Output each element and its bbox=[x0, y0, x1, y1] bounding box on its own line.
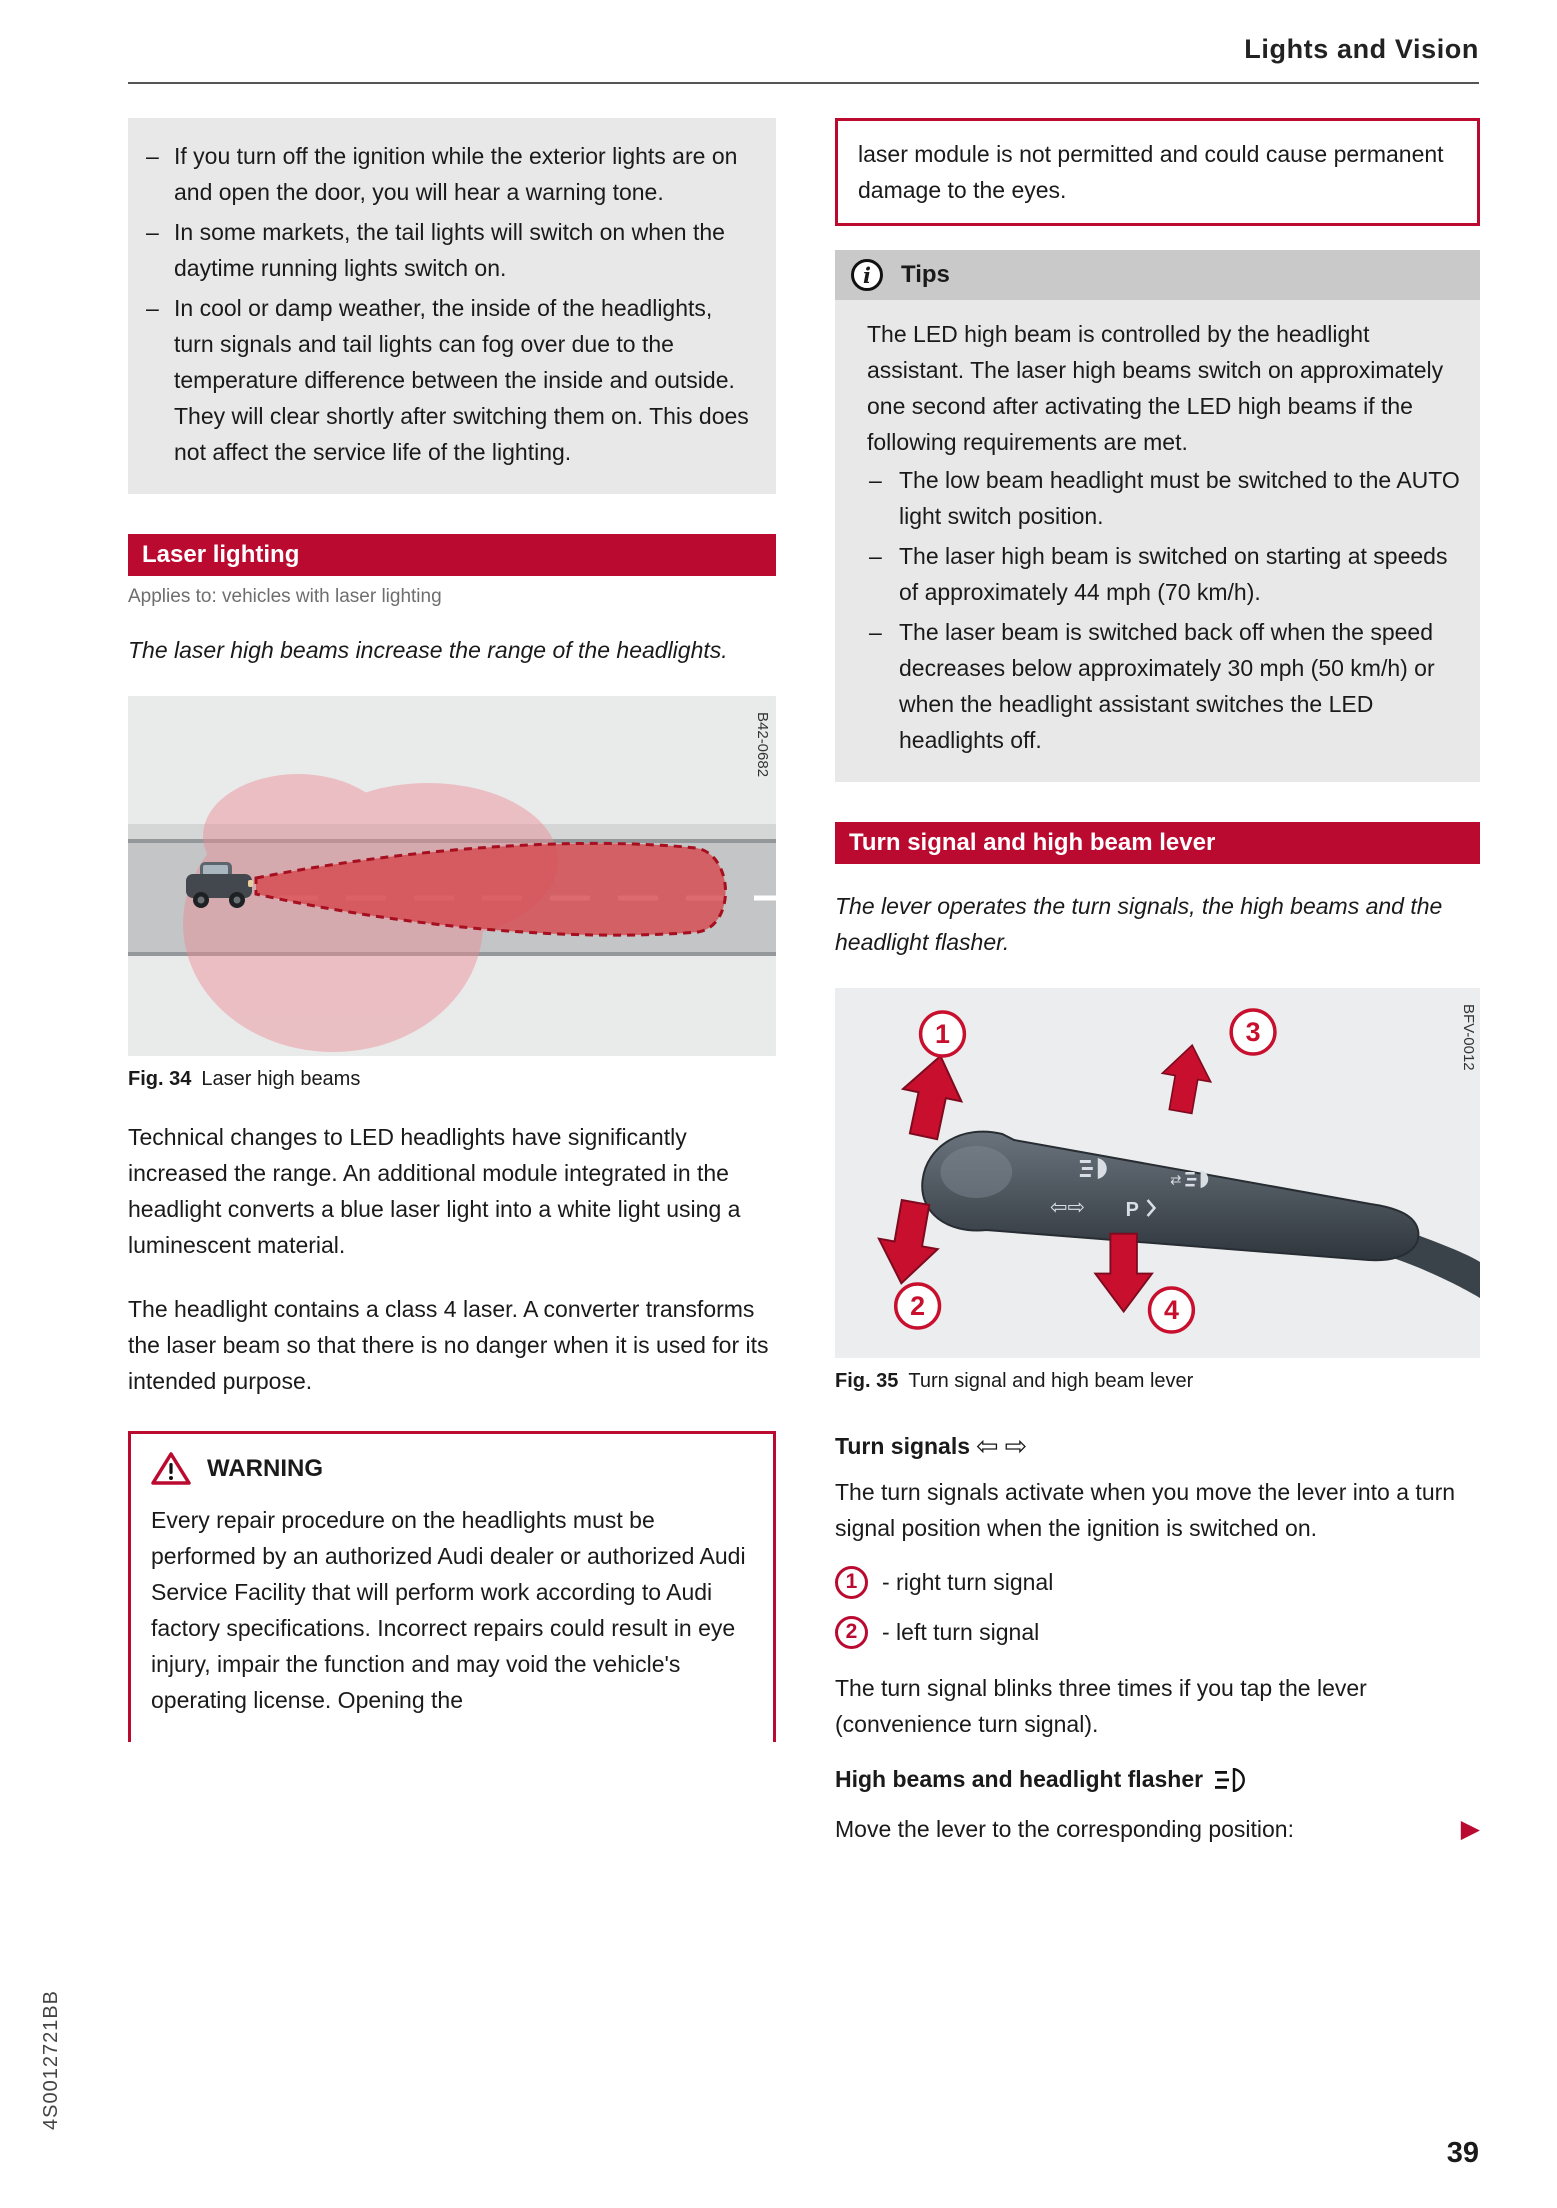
section-heading-laser-lighting: Laser lighting bbox=[128, 534, 776, 576]
figure-label: Fig. 34 bbox=[128, 1068, 192, 1090]
tips-item: – The low beam headlight must be switched to the AUTO light switch position. bbox=[849, 462, 1462, 534]
tips-intro: The LED high beam is controlled by the headlight assistant. The laser high beams switch on approximately one second after activating the LED high beams if the following requirements are met. bbox=[867, 321, 1444, 455]
figure-35-caption bbox=[835, 1370, 1480, 1393]
header-divider bbox=[128, 82, 1479, 84]
high-beam-icon bbox=[1215, 1768, 1249, 1792]
page-number: 39 bbox=[1446, 2137, 1479, 2169]
laser-intro: The laser high beams increase the range of the headlights. bbox=[128, 637, 728, 663]
laser-beam-illustration bbox=[128, 696, 776, 1056]
figure-code: B42-0682 bbox=[754, 712, 771, 778]
applies-to-note: Applies to: vehicles with laser lighting bbox=[128, 586, 442, 607]
high-beams-heading-text: High beams and headlight flasher bbox=[835, 1766, 1204, 1792]
callout-2: 2 bbox=[910, 1290, 926, 1322]
blink-paragraph: The turn signal blinks three times if you tap the lever (convenience turn signal). bbox=[835, 1675, 1367, 1737]
warning-header bbox=[151, 1452, 753, 1486]
warning-triangle-icon bbox=[151, 1452, 191, 1486]
turn-arrows-symbol: ⇦⇨ bbox=[1050, 1195, 1086, 1220]
lever-illustration bbox=[835, 988, 1480, 1358]
tips-body bbox=[835, 300, 1480, 782]
move-lever-text: Move the lever to the corresponding position: bbox=[835, 1816, 1294, 1842]
figure-code: BFV-0012 bbox=[1460, 1004, 1478, 1071]
legend-text: - left turn signal bbox=[882, 1619, 1040, 1645]
callout-1: 1 bbox=[935, 1018, 950, 1050]
legend-text: - right turn signal bbox=[882, 1569, 1054, 1595]
figure-caption-text: Laser high beams bbox=[201, 1068, 361, 1090]
figure-35-image bbox=[835, 988, 1480, 1358]
callout-number-1: 1 bbox=[835, 1566, 868, 1599]
parking-symbol: P bbox=[1125, 1198, 1139, 1222]
spine-code: 4S0012721BB bbox=[40, 1989, 62, 2130]
legend-item bbox=[835, 1564, 1480, 1600]
callout-4: 4 bbox=[1163, 1294, 1179, 1326]
figure-label: Fig. 35 bbox=[835, 1370, 899, 1392]
note-item: – In some markets, the tail lights will switch on when the daytime running lights switch on. bbox=[142, 214, 756, 286]
warning-title: WARNING bbox=[207, 1455, 323, 1482]
callout-number-2: 2 bbox=[835, 1616, 868, 1649]
figure-34-image bbox=[128, 696, 776, 1056]
svg-text:⇄: ⇄ bbox=[1170, 1171, 1182, 1187]
high-beams-heading bbox=[835, 1766, 1480, 1793]
figure-34-caption bbox=[128, 1068, 776, 1091]
warning-body: Every repair procedure on the headlights must be performed by an authorized Audi dealer or authorized Audi Service Facility that will perform work according to Audi factory specifications. Incorrect repairs could result in eye injury, impair the function and may void the vehicle's operating license. Opening the bbox=[151, 1507, 746, 1713]
legend-item bbox=[835, 1614, 1480, 1650]
note-item: – In cool or damp weather, the inside of the headlights, turn signals and tail lights can fog over due to the temperature difference between the inside and outside. They will clear shortly after switching them on. This does not affect the service life of the lighting. bbox=[142, 290, 756, 470]
notes-box bbox=[128, 118, 776, 494]
page-title: Lights and Vision bbox=[1244, 34, 1479, 64]
tips-item: – The laser beam is switched back off when the speed decreases below approximately 30 mph (50 km/h) or when the headlight assistant switches the LED headlights off. bbox=[849, 614, 1462, 758]
turn-signals-heading-text: Turn signals bbox=[835, 1433, 971, 1459]
turn-signals-heading bbox=[835, 1433, 1480, 1460]
section-heading-turn-signal: Turn signal and high beam lever bbox=[835, 822, 1480, 864]
continuation-arrow-icon: ▶ bbox=[1460, 1814, 1480, 1843]
tips-box bbox=[835, 250, 1480, 782]
callout-legend bbox=[835, 1564, 1480, 1650]
callout-3: 3 bbox=[1245, 1016, 1261, 1048]
warning-continuation-box: laser module is not permitted and could cause permanent damage to the eyes. bbox=[835, 118, 1480, 226]
flash-symbol bbox=[1170, 1170, 1208, 1188]
laser-paragraph-2: The headlight contains a class 4 laser. A converter transforms the laser beam so that there is no danger when it is used for its intended purpose. bbox=[128, 1296, 769, 1394]
warning-box bbox=[128, 1431, 776, 1742]
figure-35 bbox=[835, 988, 1480, 1393]
figure-34 bbox=[128, 696, 776, 1091]
note-item: – If you turn off the ignition while the exterior lights are on and open the door, you will hear a warning tone. bbox=[142, 138, 756, 210]
turn-signals-paragraph: The turn signals activate when you move the lever into a turn signal position when the ignition is switched on. bbox=[835, 1479, 1456, 1541]
info-icon: i bbox=[851, 259, 883, 291]
tips-title: Tips bbox=[901, 261, 950, 288]
left-column bbox=[128, 118, 776, 1742]
turn-right-icon: ⇨ bbox=[1004, 1431, 1028, 1461]
turn-left-icon: ⇦ bbox=[976, 1431, 999, 1461]
move-lever-row bbox=[835, 1811, 1480, 1847]
laser-paragraph-1: Technical changes to LED headlights have significantly increased the range. An additional module integrated in the headlight converts a blue laser light into a white light using a luminescent material. bbox=[128, 1124, 741, 1258]
figure-caption-text: Turn signal and high beam lever bbox=[908, 1370, 1194, 1392]
tips-header bbox=[835, 250, 1480, 300]
turn-signal-intro: The lever operates the turn signals, the high beams and the headlight flasher. bbox=[835, 893, 1443, 955]
right-column bbox=[835, 118, 1480, 1847]
tips-item: – The laser high beam is switched on starting at speeds of approximately 44 mph (70 km/h). bbox=[849, 538, 1462, 610]
